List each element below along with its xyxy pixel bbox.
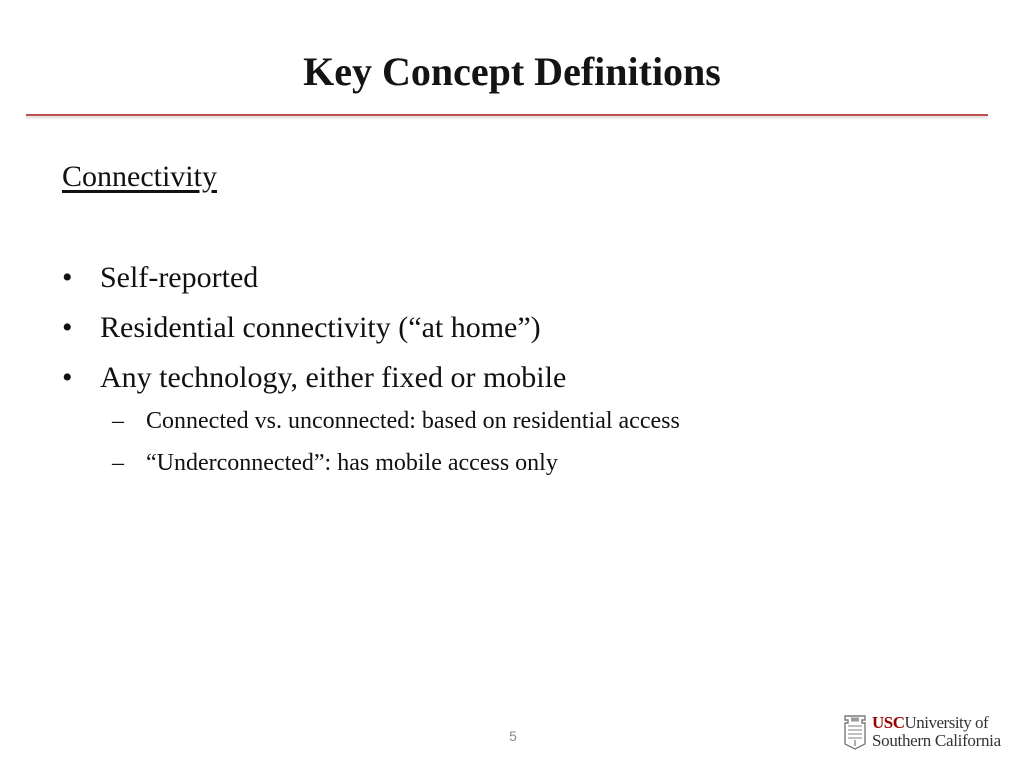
subbullet-item <box>112 446 992 488</box>
bullet-item <box>62 258 962 308</box>
subbullet-marker: – <box>112 450 124 476</box>
subbullet-text: “Underconnected”: has mobile access only <box>146 450 558 476</box>
title-divider <box>26 114 988 116</box>
bullet-text: Residential connectivity (“at home”) <box>100 311 541 344</box>
bullet-list <box>62 258 962 408</box>
bullet-text: Any technology, either fixed or mobile <box>100 361 567 394</box>
logo-usc-text: USC <box>872 713 905 732</box>
bullet-marker: • <box>62 261 73 294</box>
subbullet-item <box>112 404 992 446</box>
usc-logo <box>842 713 1001 754</box>
usc-seal-icon <box>842 714 868 750</box>
section-heading: Connectivity <box>62 160 217 193</box>
subbullet-marker: – <box>112 408 124 434</box>
logo-line2: Southern California <box>872 731 1001 750</box>
slide-title: Key Concept Definitions <box>303 49 721 94</box>
bullet-item <box>62 308 962 358</box>
bullet-marker: • <box>62 311 73 344</box>
logo-line1: University of <box>904 713 989 732</box>
bullet-item <box>62 358 962 408</box>
subbullet-list <box>112 404 992 488</box>
subbullet-text: Connected vs. unconnected: based on residential access <box>146 408 680 434</box>
bullet-text: Self-reported <box>100 261 259 294</box>
bullet-marker: • <box>62 361 73 394</box>
page-number: 5 <box>509 728 517 744</box>
